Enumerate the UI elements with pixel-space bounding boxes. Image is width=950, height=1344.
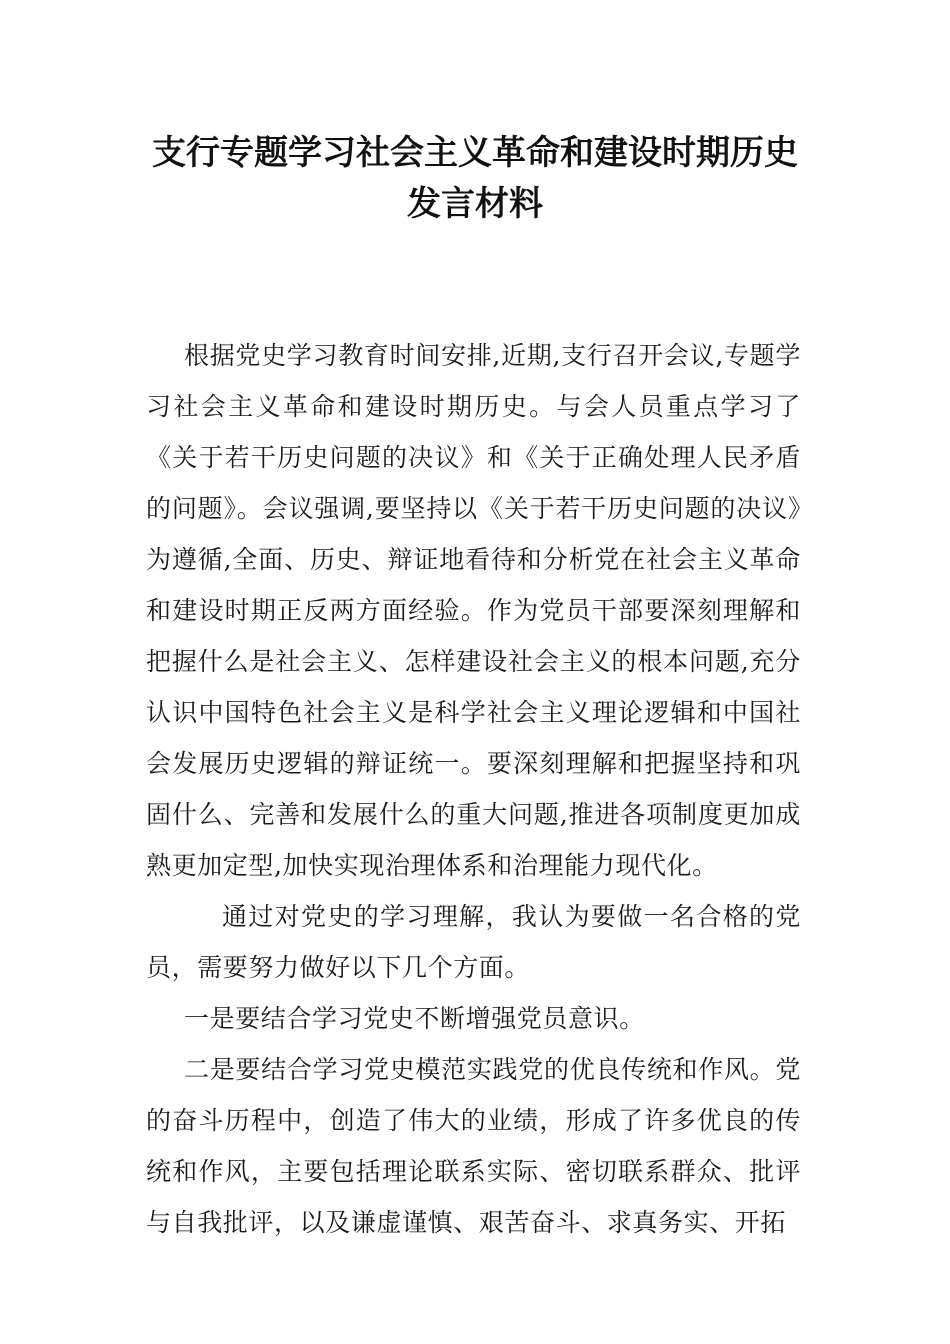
paragraph-point-two: 二是要结合学习党史模范实践党的优良传统和作风。党的奋斗历程中，创造了伟大的业绩，形成了许多优良的传统和作风，主要包括理论联系实际、密切联系群众、批评与自我批评，以及谦虚谨慎、艰苦奋斗、求真务实、开拓 — [146, 1055, 801, 1237]
document-title: 支行专题学习社会主义革命和建设时期历史发言材料 — [152, 133, 798, 224]
paragraph-point-one: 一是要结合学习党史不断增强党员意识。 — [184, 1004, 645, 1033]
document-body — [146, 330, 801, 1248]
paragraph-intro-aspects: 通过对党史的学习理解，我认为要做一名合格的党员，需要努力做好以下几个方面。 — [146, 902, 801, 982]
paragraph-meeting-summary: 根据党史学习教育时间安排,近期,支行召开会议,专题学习社会主义革命和建设时期历史。与会人员重点学习了《关于若干历史问题的决议》和《关于正确处理人民矛盾的问题》。会议强调,要坚持以《关于若干历史问题的决议》为遵循,全面、历史、辩证地看待和分析党在社会主义革命和建设时期正反两方面经验。作为党员干部要深刻理解和把握什么是社会主义、怎样建设社会主义的根本问题,充分认识中国特色社会主义是科学社会主义理论逻辑和中国社会发展历史逻辑的辩证统一。要深刻理解和把握坚持和巩固什么、完善和发展什么的重大问题,推进各项制度更加成熟更加定型,加快实现治理体系和治理能力现代化。 — [146, 341, 801, 880]
